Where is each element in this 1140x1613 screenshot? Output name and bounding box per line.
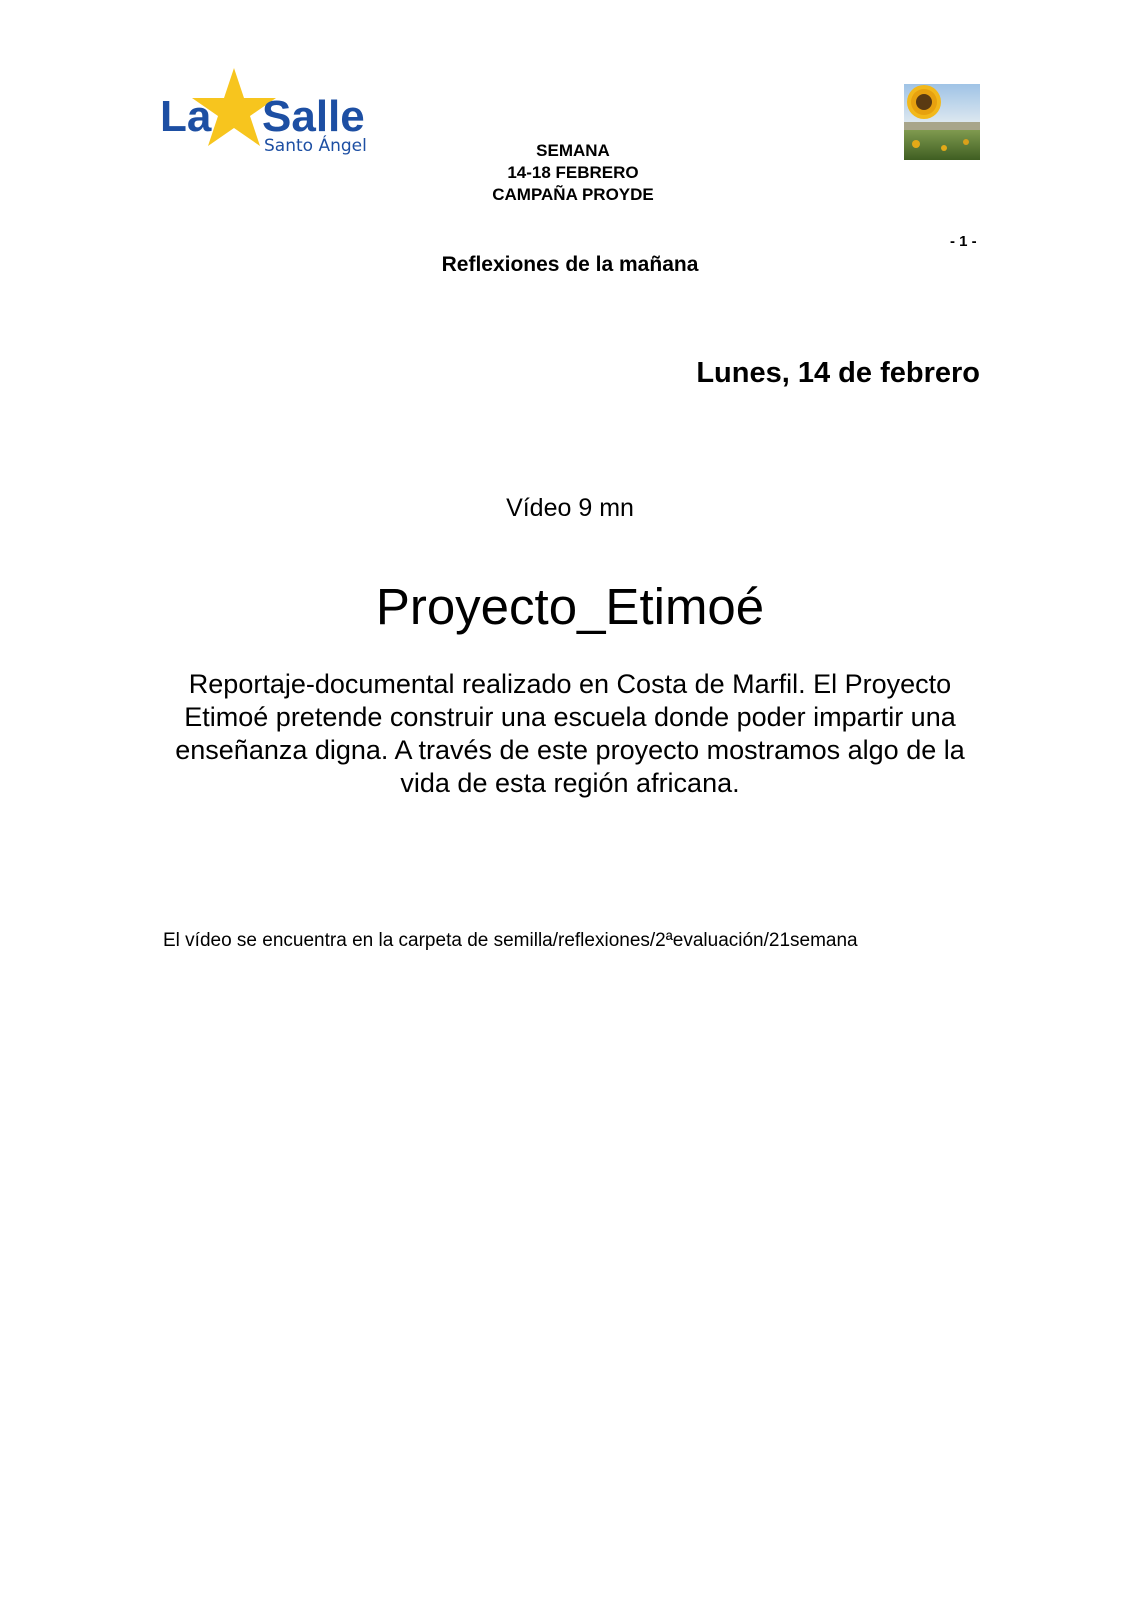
section-subtitle: Reflexiones de la mañana (441, 253, 699, 276)
page-number: - 1 - (950, 233, 977, 250)
video-length: Vídeo 9 mn (506, 494, 634, 522)
logo-subtitle: Santo Ángel (264, 136, 367, 156)
week-line-2: 14-18 FEBRERO (507, 163, 639, 182)
project-title: Proyecto_Etimoé (375, 578, 765, 635)
logo-brand-right: Salle (262, 92, 365, 141)
week-info (0, 140, 1140, 206)
week-line-3: CAMPAÑA PROYDE (492, 185, 654, 204)
video-location-note: El vídeo se encuentra en la carpeta de semilla/reflexiones/2ªevaluación/21semana (163, 930, 858, 951)
week-line-1: SEMANA (536, 141, 610, 160)
logo-brand-left: La (160, 92, 212, 141)
project-description: Reportaje-documental realizado en Costa de Marfil. El Proyecto Etimoé pretende construir una escuela donde poder impartir una enseñanza digna. A través de este proyecto mostramos algo de la vida de esta región africana. (175, 669, 965, 798)
date-heading: Lunes, 14 de febrero (696, 357, 980, 389)
